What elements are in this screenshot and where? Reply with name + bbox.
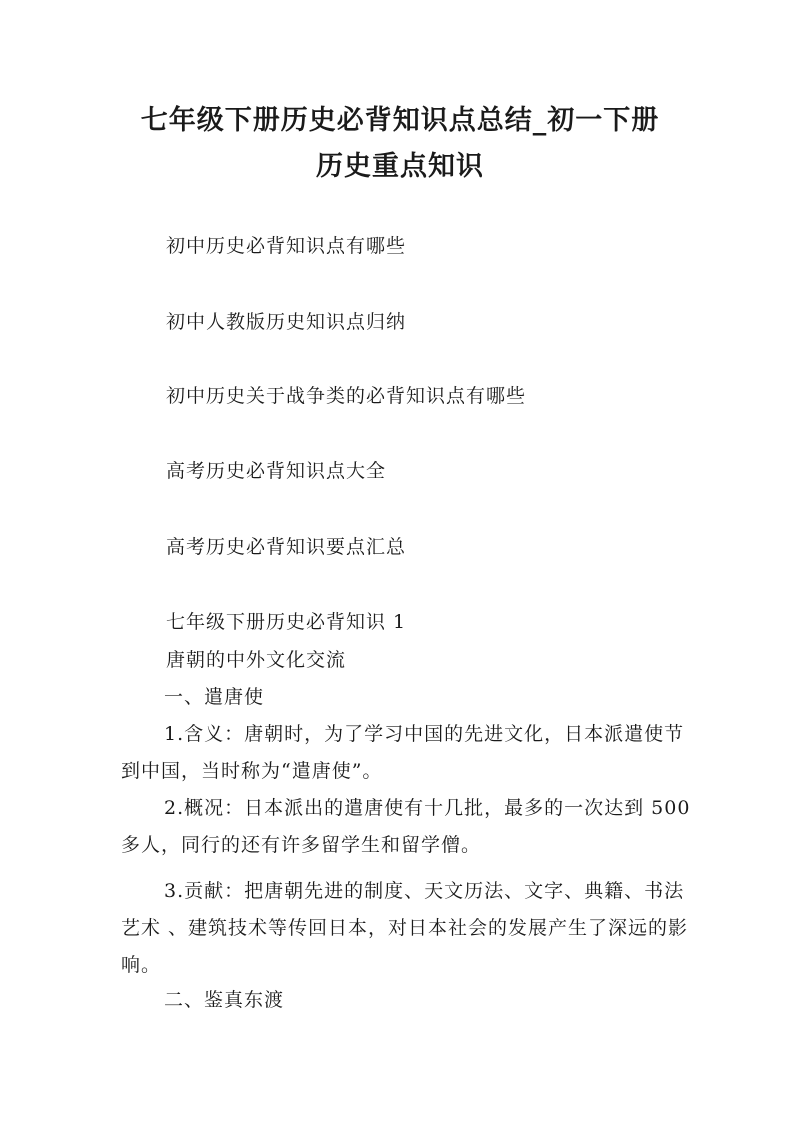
paragraph-overview: 2.概况：日本派出的遣唐使有十几批，最多的一次达到 500 多人，同行的还有许多留学生和留学僧。 bbox=[121, 797, 691, 856]
document-title bbox=[100, 98, 700, 190]
section-heading: 七年级下册历史必背知识 1 bbox=[166, 611, 407, 633]
paragraph-contribution: 3.贡献：把唐朝先进的制度、天文历法、文字、典籍、书法艺术 、建筑技术等传回日本，对日本社会的发展产生了深远的影响。 bbox=[121, 880, 689, 976]
related-link-4[interactable]: 高考历史必背知识点大全 bbox=[166, 460, 387, 482]
related-link-5[interactable]: 高考历史必背知识要点汇总 bbox=[166, 536, 407, 558]
topic-heading: 唐朝的中外文化交流 bbox=[166, 649, 347, 671]
title-line-1: 七年级下册历史必背知识点总结_初一下册 bbox=[140, 105, 660, 136]
subheading-envoys: 一、遣唐使 bbox=[164, 686, 265, 708]
paragraph-meaning: 1.含义：唐朝时，为了学习中国的先进文化，日本派遣使节到中国，当时称为“遣唐使”。 bbox=[121, 723, 685, 782]
title-line-2: 历史重点知识 bbox=[316, 151, 484, 182]
subheading-jianzhen: 二、鉴真东渡 bbox=[164, 989, 285, 1011]
related-link-2[interactable]: 初中人教版历史知识点归纳 bbox=[166, 311, 407, 333]
related-link-3[interactable]: 初中历史关于战争类的必背知识点有哪些 bbox=[166, 385, 527, 407]
related-link-1[interactable]: 初中历史必背知识点有哪些 bbox=[166, 235, 407, 257]
